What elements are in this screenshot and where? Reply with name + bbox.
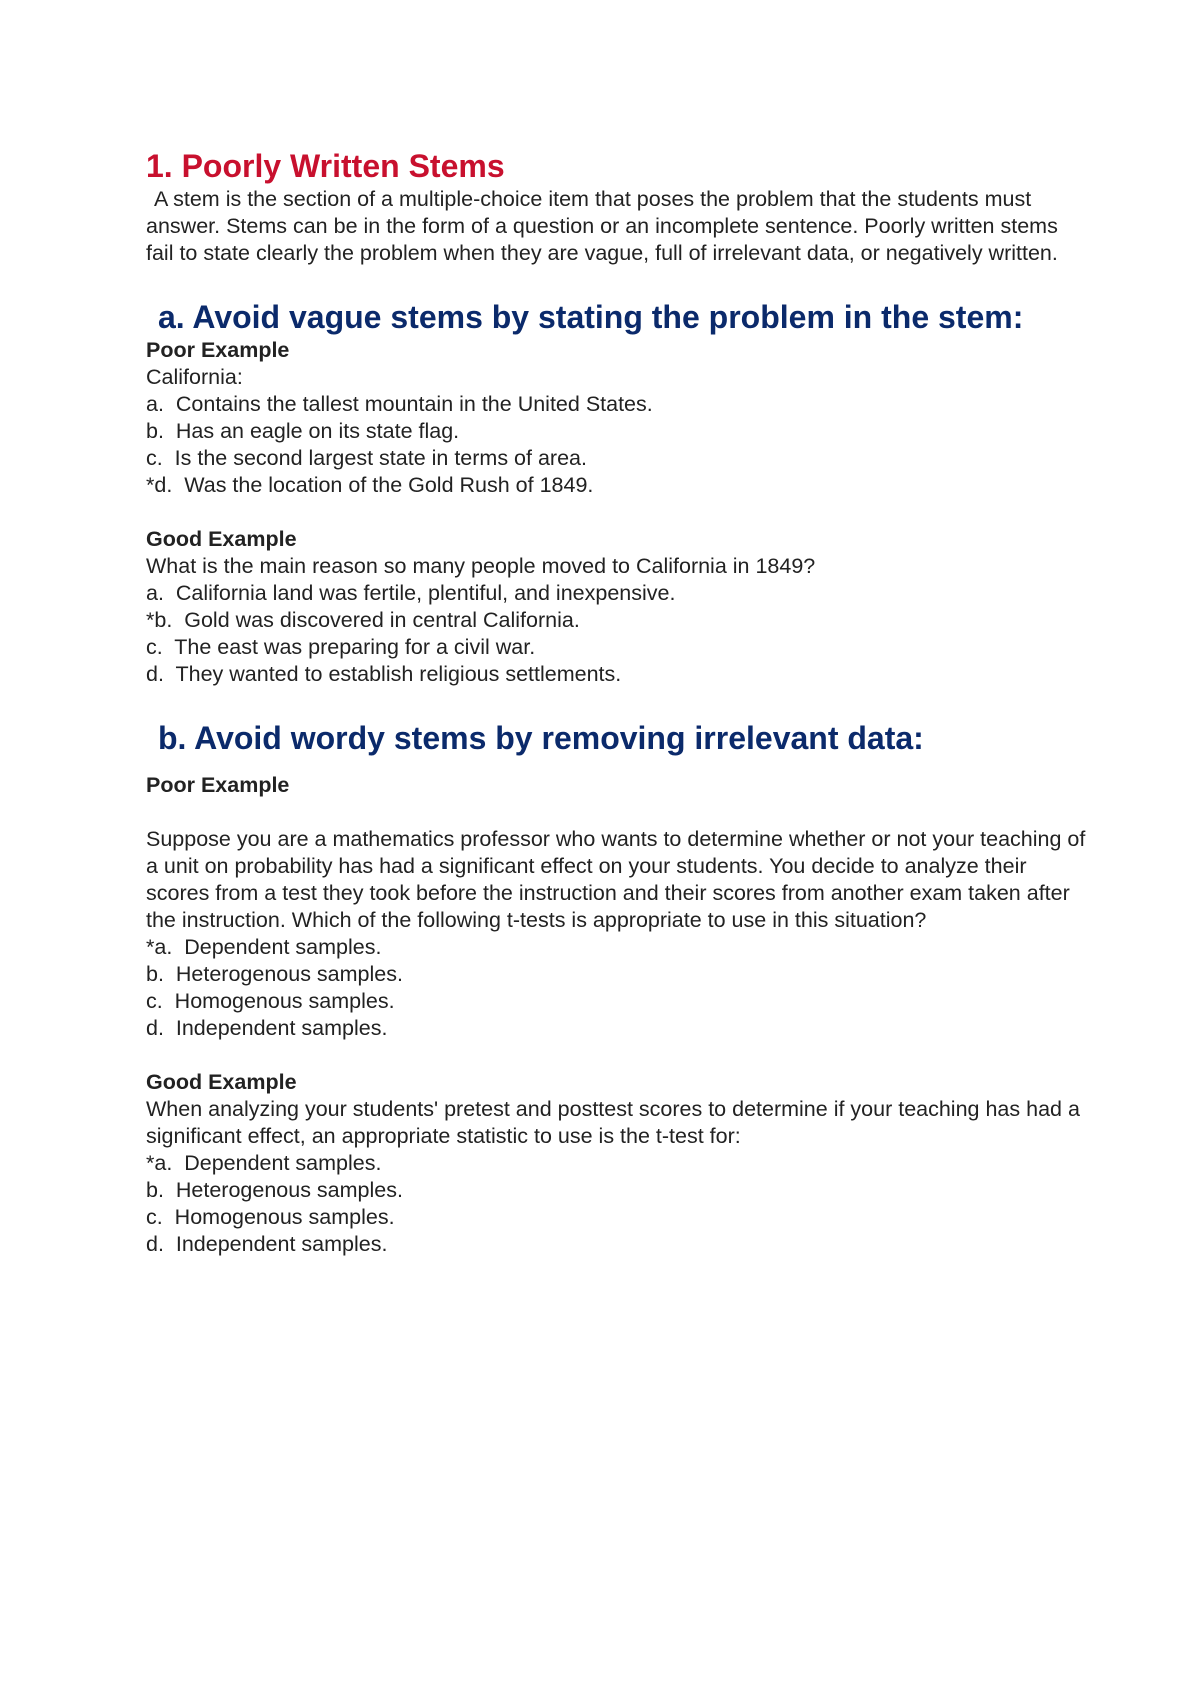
part-b-poor-option: *a. Dependent samples.	[146, 935, 382, 959]
part-b-good-label: Good Example	[146, 1070, 297, 1094]
part-a-poor-option: c. Is the second largest state in terms of area.	[146, 446, 587, 470]
part-b-heading: b. Avoid wordy stems by removing irrelevant data:	[158, 720, 924, 756]
part-a-good-option: d. They wanted to establish religious settlements.	[146, 662, 622, 686]
part-a-good-option: a. California land was fertile, plentiful, and inexpensive.	[146, 581, 676, 605]
section-intro: A stem is the section of a multiple-choice item that poses the problem that the students must answer. Stems can be in the form of a question or an incomplete sentence. Poorly written stems fail to state clearly the problem when they are vague, full of irrelevant data, or negatively written.	[146, 187, 1058, 265]
part-b-poor-option: d. Independent samples.	[146, 1016, 388, 1040]
part-a-poor-option: *d. Was the location of the Gold Rush of 1849.	[146, 473, 594, 497]
part-a-poor-option: a. Contains the tallest mountain in the United States.	[146, 392, 653, 416]
part-a-good-option: *b. Gold was discovered in central California.	[146, 608, 580, 632]
part-a-poor-option: b. Has an eagle on its state flag.	[146, 419, 460, 443]
part-a-poor-stem: California:	[146, 365, 243, 389]
part-b-poor-stem: Suppose you are a mathematics professor who wants to determine whether or not your teaching of a unit on probability has had a significant effect on your students. You decide to analyze their scores from a test they took before the instruction and their scores from another exam taken after the instruction. Which of the following t-tests is appropriate to use in this situation?	[146, 827, 1086, 932]
part-a-heading: a. Avoid vague stems by stating the problem in the stem:	[158, 299, 1024, 335]
part-b-good-option: d. Independent samples.	[146, 1232, 388, 1256]
part-b-good-option: b. Heterogenous samples.	[146, 1178, 403, 1202]
document-page	[146, 146, 1086, 1258]
part-b-poor-option: b. Heterogenous samples.	[146, 962, 403, 986]
part-b-good-stem: When analyzing your students' pretest and posttest scores to determine if your teaching has had a significant effect, an appropriate statistic to use is the t-test for:	[146, 1097, 1080, 1148]
part-a-good-stem: What is the main reason so many people moved to California in 1849?	[146, 554, 816, 578]
part-b-poor-option: c. Homogenous samples.	[146, 989, 395, 1013]
part-b-good-option: c. Homogenous samples.	[146, 1205, 395, 1229]
part-a-good-label: Good Example	[146, 527, 297, 551]
part-a-poor-label: Poor Example	[146, 338, 290, 362]
section-title: 1. Poorly Written Stems	[146, 148, 505, 184]
part-a-good-option: c. The east was preparing for a civil war.	[146, 635, 536, 659]
part-b-good-option: *a. Dependent samples.	[146, 1151, 382, 1175]
part-b-poor-label: Poor Example	[146, 773, 290, 797]
